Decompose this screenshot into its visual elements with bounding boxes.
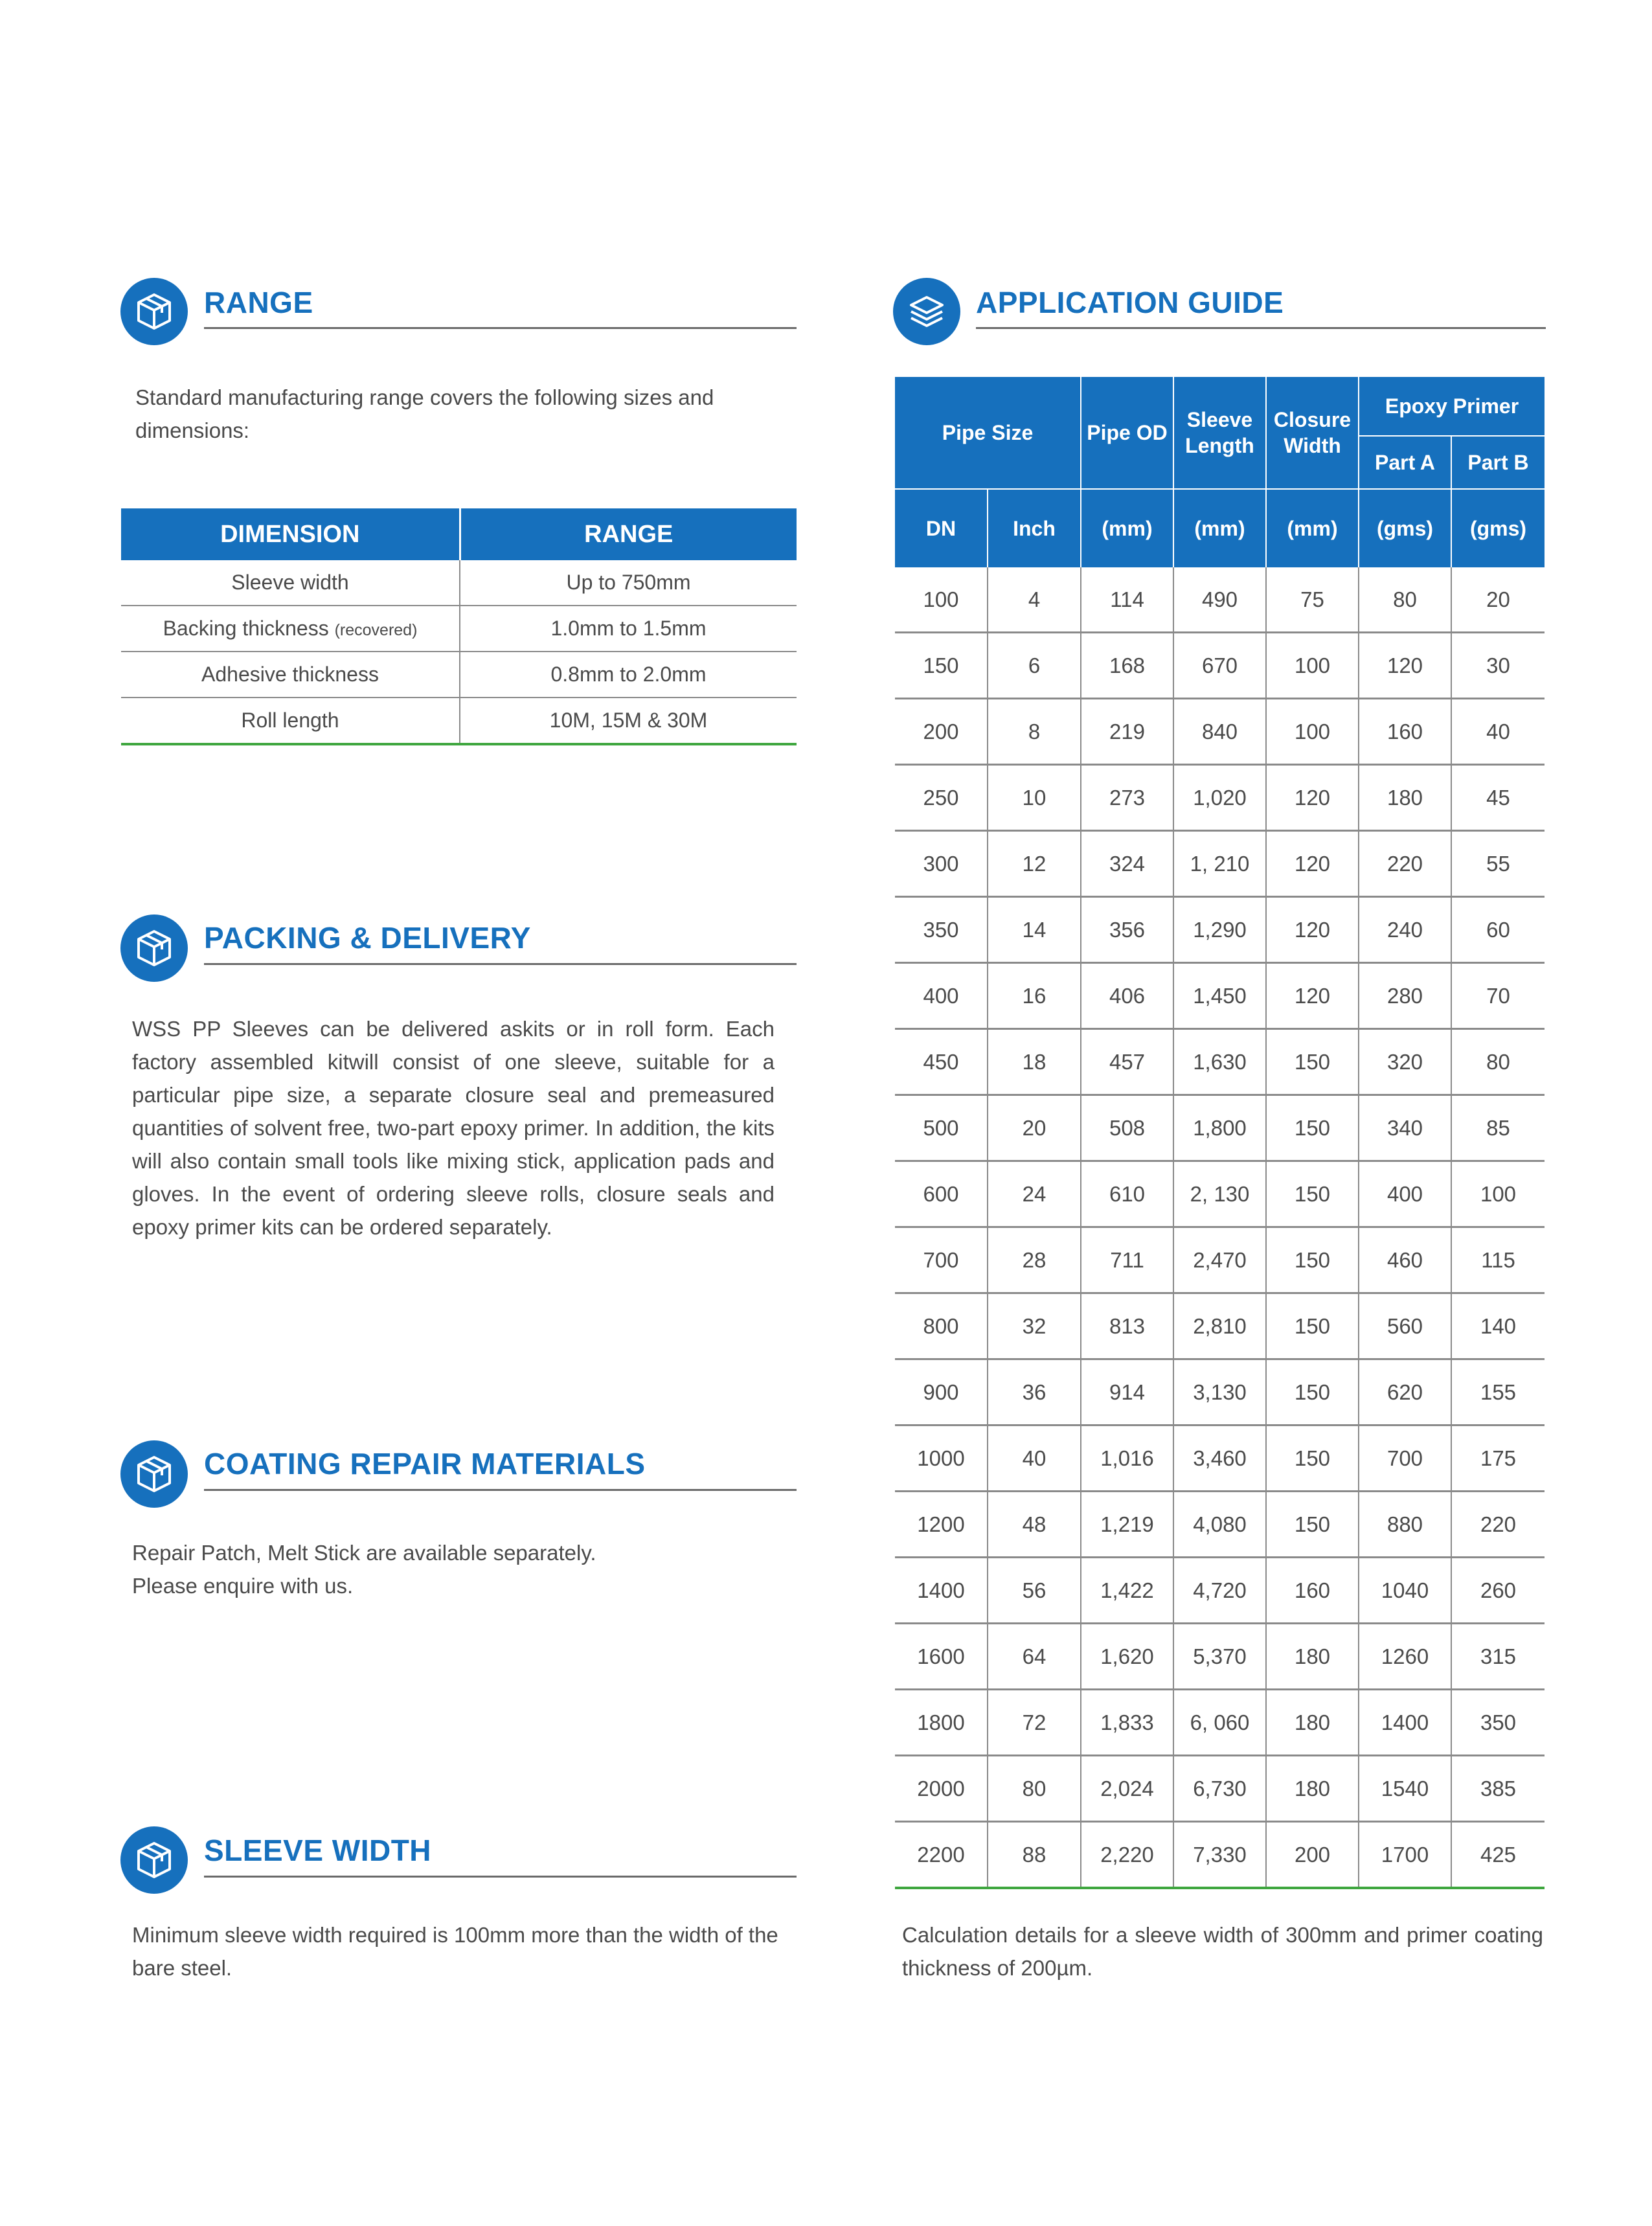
table-cell: 120 (1266, 831, 1359, 897)
table-cell: 60 (1451, 897, 1545, 963)
table-cell: 10 (988, 765, 1081, 831)
table-row (895, 1822, 1545, 1889)
section-rule (204, 327, 797, 329)
range-cell: 1.0mm to 1.5mm (460, 606, 797, 652)
table-row (895, 1756, 1545, 1822)
layers-icon (893, 278, 960, 345)
header-unit-cell: (mm) (1173, 489, 1266, 567)
table-row (895, 1359, 1545, 1425)
table-cell: 2,470 (1173, 1227, 1266, 1293)
table-cell: 40 (988, 1425, 1081, 1492)
table-cell: 75 (1266, 567, 1359, 633)
table-cell: 914 (1081, 1359, 1173, 1425)
table-cell: 4,720 (1173, 1558, 1266, 1624)
table-cell: 28 (988, 1227, 1081, 1293)
dimension-cell: Sleeve width (121, 560, 460, 606)
table-cell: 24 (988, 1161, 1081, 1227)
table-cell: 1040 (1359, 1558, 1451, 1624)
table-cell: 1000 (895, 1425, 988, 1492)
table-cell: 140 (1451, 1293, 1545, 1359)
table-cell: 120 (1266, 765, 1359, 831)
table-cell: 711 (1081, 1227, 1173, 1293)
table-cell: 6, 060 (1173, 1690, 1266, 1756)
cube-icon (120, 1826, 188, 1894)
table-cell: 1,833 (1081, 1690, 1173, 1756)
header-unit-cell: DN (895, 489, 988, 567)
table-cell: 180 (1266, 1690, 1359, 1756)
table-cell: 457 (1081, 1029, 1173, 1095)
table-cell: 20 (1451, 567, 1545, 633)
table-cell: 30 (1451, 633, 1545, 699)
table-cell: 180 (1266, 1756, 1359, 1822)
table-cell: 1400 (895, 1558, 988, 1624)
coating-line-2: Please enquire with us. (132, 1574, 354, 1598)
table-cell: 150 (1266, 1293, 1359, 1359)
cube-icon (120, 278, 188, 345)
header-unit-cell: (mm) (1266, 489, 1359, 567)
table-row (895, 1492, 1545, 1558)
sleeve-width-body: Minimum sleeve width required is 100mm more than the width of the bare steel. (132, 1923, 778, 1980)
table-cell: 356 (1081, 897, 1173, 963)
table-cell: 180 (1266, 1624, 1359, 1690)
table-cell: 88 (988, 1822, 1081, 1889)
range-table (121, 508, 797, 745)
table-cell: 6,730 (1173, 1756, 1266, 1822)
table-cell: 460 (1359, 1227, 1451, 1293)
header-epoxy-primer: Epoxy Primer (1359, 377, 1545, 436)
table-cell: 406 (1081, 963, 1173, 1029)
table-cell: 400 (895, 963, 988, 1029)
table-cell: 508 (1081, 1095, 1173, 1161)
table-cell: 1, 210 (1173, 831, 1266, 897)
table-cell: 1,800 (1173, 1095, 1266, 1161)
section-rule (204, 1489, 797, 1491)
table-cell: 150 (1266, 1492, 1359, 1558)
range-header-range: RANGE (460, 508, 797, 560)
table-cell: 350 (1451, 1690, 1545, 1756)
table-cell: 150 (1266, 1161, 1359, 1227)
table-cell: 200 (1266, 1822, 1359, 1889)
table-cell: 900 (895, 1359, 988, 1425)
dimension-cell: Roll length (121, 698, 460, 744)
table-row (121, 560, 797, 606)
table-cell: 200 (895, 699, 988, 765)
table-cell: 813 (1081, 1293, 1173, 1359)
table-cell: 1400 (1359, 1690, 1451, 1756)
table-cell: 7,330 (1173, 1822, 1266, 1889)
table-cell: 150 (1266, 1425, 1359, 1492)
table-cell: 3,460 (1173, 1425, 1266, 1492)
table-cell: 610 (1081, 1161, 1173, 1227)
table-row (895, 897, 1545, 963)
section-title-range: RANGE (204, 286, 313, 319)
table-row (895, 633, 1545, 699)
table-cell: 4 (988, 567, 1081, 633)
table-cell: 340 (1359, 1095, 1451, 1161)
range-cell: 10M, 15M & 30M (460, 698, 797, 744)
table-cell: 490 (1173, 567, 1266, 633)
table-cell: 56 (988, 1558, 1081, 1624)
table-cell: 80 (1359, 567, 1451, 633)
section-rule (204, 963, 797, 965)
table-cell: 3,130 (1173, 1359, 1266, 1425)
table-row (895, 1425, 1545, 1492)
header-part-b: Part B (1451, 436, 1545, 489)
table-cell: 2,220 (1081, 1822, 1173, 1889)
table-cell: 1260 (1359, 1624, 1451, 1690)
table-cell: 45 (1451, 765, 1545, 831)
section-title-sleeve-width: SLEEVE WIDTH (204, 1834, 432, 1867)
table-cell: 100 (1266, 633, 1359, 699)
header-units-row (895, 489, 1545, 567)
section-title-packing: PACKING & DELIVERY (204, 921, 531, 955)
table-cell: 400 (1359, 1161, 1451, 1227)
dimension-text: Backing thickness (163, 617, 329, 640)
table-cell: 1,016 (1081, 1425, 1173, 1492)
table-cell: 1,020 (1173, 765, 1266, 831)
table-row (895, 765, 1545, 831)
table-cell: 2, 130 (1173, 1161, 1266, 1227)
cube-icon (120, 1440, 188, 1508)
table-cell: 1,620 (1081, 1624, 1173, 1690)
cube-icon (120, 914, 188, 982)
table-cell: 1600 (895, 1624, 988, 1690)
section-title-coating: COATING REPAIR MATERIALS (204, 1447, 646, 1481)
table-cell: 840 (1173, 699, 1266, 765)
table-cell: 4,080 (1173, 1492, 1266, 1558)
packing-body: WSS PP Sleeves can be delivered askits or in roll form. Each factory assembled kitwill consist of one sleeve, suitable for a particular pipe size, a separate closure seal and premeasured quantities of solvent free, two-part epoxy primer. In addition, the kits will also contain small tools like mixing stick, application pads and gloves. In the event of ordering sleeve rolls, closure seals and epoxy primer kits can be ordered separately. (132, 1017, 775, 1239)
table-cell: 324 (1081, 831, 1173, 897)
table-cell: 72 (988, 1690, 1081, 1756)
section-rule (204, 1876, 797, 1878)
table-cell: 40 (1451, 699, 1545, 765)
table-cell: 620 (1359, 1359, 1451, 1425)
table-cell: 175 (1451, 1425, 1545, 1492)
dimension-note: (recovered) (334, 621, 418, 639)
table-cell: 100 (1451, 1161, 1545, 1227)
table-cell: 115 (1451, 1227, 1545, 1293)
table-cell: 160 (1266, 1558, 1359, 1624)
header-closure-width: Closure Width (1266, 377, 1359, 489)
table-row (895, 831, 1545, 897)
coating-body (132, 1536, 780, 1602)
table-cell: 315 (1451, 1624, 1545, 1690)
table-cell: 560 (1359, 1293, 1451, 1359)
table-cell: 150 (1266, 1227, 1359, 1293)
application-guide-table (895, 377, 1545, 1889)
section-title-application-guide: APPLICATION GUIDE (976, 286, 1284, 319)
table-cell: 219 (1081, 699, 1173, 765)
dimension-cell: Adhesive thickness (121, 652, 460, 698)
table-cell: 150 (895, 633, 988, 699)
table-cell: 250 (895, 765, 988, 831)
table-cell: 120 (1359, 633, 1451, 699)
table-row (121, 698, 797, 744)
table-cell: 114 (1081, 567, 1173, 633)
table-cell: 2200 (895, 1822, 988, 1889)
table-row (895, 963, 1545, 1029)
header-unit-cell: Inch (988, 489, 1081, 567)
table-cell: 880 (1359, 1492, 1451, 1558)
table-cell: 1,290 (1173, 897, 1266, 963)
table-cell: 150 (1266, 1359, 1359, 1425)
table-cell: 600 (895, 1161, 988, 1227)
table-row (895, 1690, 1545, 1756)
table-cell: 220 (1451, 1492, 1545, 1558)
table-row (121, 606, 797, 652)
table-cell: 80 (988, 1756, 1081, 1822)
table-row (895, 699, 1545, 765)
table-cell: 155 (1451, 1359, 1545, 1425)
table-row (895, 1624, 1545, 1690)
table-cell: 240 (1359, 897, 1451, 963)
range-cell: 0.8mm to 2.0mm (460, 652, 797, 698)
table-cell: 6 (988, 633, 1081, 699)
table-cell: 220 (1359, 831, 1451, 897)
header-part-a: Part A (1359, 436, 1451, 489)
table-row (121, 652, 797, 698)
table-row (895, 567, 1545, 633)
table-cell: 700 (1359, 1425, 1451, 1492)
range-cell: Up to 750mm (460, 560, 797, 606)
table-cell: 5,370 (1173, 1624, 1266, 1690)
table-cell: 85 (1451, 1095, 1545, 1161)
table-cell: 425 (1451, 1822, 1545, 1889)
table-cell: 150 (1266, 1095, 1359, 1161)
table-cell: 1,422 (1081, 1558, 1173, 1624)
table-cell: 1540 (1359, 1756, 1451, 1822)
table-cell: 160 (1359, 699, 1451, 765)
table-cell: 150 (1266, 1029, 1359, 1095)
table-cell: 120 (1266, 963, 1359, 1029)
table-cell: 70 (1451, 963, 1545, 1029)
table-row (895, 1095, 1545, 1161)
table-cell: 385 (1451, 1756, 1545, 1822)
table-cell: 1,630 (1173, 1029, 1266, 1095)
dimension-cell (121, 606, 460, 652)
table-cell: 1,219 (1081, 1492, 1173, 1558)
table-cell: 300 (895, 831, 988, 897)
table-cell: 14 (988, 897, 1081, 963)
table-cell: 260 (1451, 1558, 1545, 1624)
header-unit-cell: (gms) (1359, 489, 1451, 567)
table-cell: 670 (1173, 633, 1266, 699)
range-intro: Standard manufacturing range covers the following sizes and dimensions: (135, 385, 714, 442)
table-cell: 1,450 (1173, 963, 1266, 1029)
header-unit-cell: (mm) (1081, 489, 1173, 567)
table-cell: 8 (988, 699, 1081, 765)
table-cell: 20 (988, 1095, 1081, 1161)
table-row (895, 1293, 1545, 1359)
table-cell: 2,810 (1173, 1293, 1266, 1359)
table-cell: 80 (1451, 1029, 1545, 1095)
table-cell: 2,024 (1081, 1756, 1173, 1822)
section-rule (976, 327, 1546, 329)
table-cell: 48 (988, 1492, 1081, 1558)
table-cell: 320 (1359, 1029, 1451, 1095)
table-cell: 16 (988, 963, 1081, 1029)
header-unit-cell: (gms) (1451, 489, 1545, 567)
header-sleeve-length: Sleeve Length (1173, 377, 1266, 489)
table-cell: 450 (895, 1029, 988, 1095)
table-row (895, 1558, 1545, 1624)
header-pipe-od: Pipe OD (1081, 377, 1173, 489)
table-cell: 2000 (895, 1756, 988, 1822)
table-cell: 1200 (895, 1492, 988, 1558)
header-pipe-size: Pipe Size (895, 377, 1081, 489)
table-cell: 120 (1266, 897, 1359, 963)
table-cell: 100 (895, 567, 988, 633)
table-cell: 64 (988, 1624, 1081, 1690)
table-cell: 1700 (1359, 1822, 1451, 1889)
table-cell: 32 (988, 1293, 1081, 1359)
range-header-dimension: DIMENSION (121, 508, 460, 560)
table-cell: 18 (988, 1029, 1081, 1095)
table-cell: 700 (895, 1227, 988, 1293)
table-cell: 100 (1266, 699, 1359, 765)
application-guide-footnote: Calculation details for a sleeve width of 300mm and primer coating thickness of 200µm. (902, 1923, 1543, 1980)
table-cell: 1800 (895, 1690, 988, 1756)
table-row (895, 1029, 1545, 1095)
table-cell: 273 (1081, 765, 1173, 831)
table-row (895, 1161, 1545, 1227)
table-cell: 800 (895, 1293, 988, 1359)
table-cell: 280 (1359, 963, 1451, 1029)
table-cell: 168 (1081, 633, 1173, 699)
table-cell: 180 (1359, 765, 1451, 831)
table-cell: 55 (1451, 831, 1545, 897)
table-cell: 36 (988, 1359, 1081, 1425)
table-cell: 500 (895, 1095, 988, 1161)
table-row (895, 1227, 1545, 1293)
table-cell: 350 (895, 897, 988, 963)
coating-line-1: Repair Patch, Melt Stick are available separately. (132, 1541, 596, 1565)
table-cell: 12 (988, 831, 1081, 897)
